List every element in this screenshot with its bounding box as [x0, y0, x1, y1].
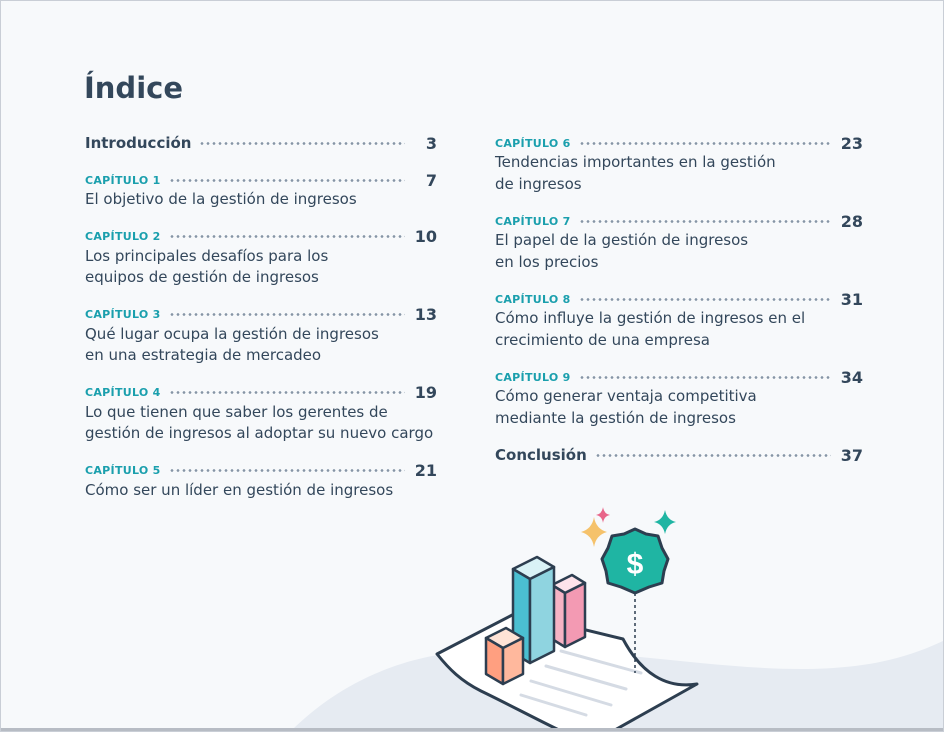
chapter-title: Qué lugar ocupa la gestión de ingresos en una estrategia de mercadeo: [85, 324, 379, 364]
sparkle-teal-icon: [654, 510, 676, 534]
chapter-label: CAPÍTULO 6: [495, 136, 571, 150]
chapter-label: CAPÍTULO 4: [85, 386, 161, 399]
chapter-title: El objetivo de la gestión de ingresos: [85, 190, 357, 208]
chapter-label: CAPÍTULO 5: [85, 464, 161, 477]
page-number: 7: [425, 170, 437, 190]
chapter-label: CAPÍTULO 2: [85, 230, 161, 243]
page-number: 19: [414, 383, 437, 402]
page-number: 34: [840, 367, 863, 387]
bar-peach: [486, 628, 523, 684]
page-number: 10: [414, 227, 437, 246]
chapter-title: Cómo generar ventaja competitiva mediante la gestión de ingresos: [495, 387, 757, 427]
chapter-title: Los principales desafíos para los equipos de gestión de ingresos: [85, 246, 329, 286]
page-number: 13: [414, 305, 437, 324]
chapter-title: Cómo influye la gestión de ingresos en el crecimiento de una empresa: [495, 309, 806, 349]
revenue-chart-illustration: [1, 1, 943, 731]
chapter-title: Lo que tienen que saber los gerentes de gestión de ingresos al adoptar su nuevo cargo: [85, 402, 434, 442]
page-number: 37: [840, 445, 863, 465]
chapter-label: CAPÍTULO 8: [495, 292, 571, 306]
bottom-border: [1, 728, 943, 731]
conclusion-label: Conclusión: [495, 446, 587, 464]
chapter-label: CAPÍTULO 3: [85, 308, 161, 321]
sparkle-pink-icon: [596, 507, 610, 523]
chapter-title: El papel de la gestión de ingresos en los precios: [495, 231, 749, 271]
page-title: Índice: [84, 71, 183, 105]
page-number: 31: [840, 289, 863, 309]
chapter-title: Tendencias importantes en la gestión de ingresos: [495, 153, 776, 193]
page-number: 3: [425, 133, 437, 153]
chapter-label: CAPÍTULO 9: [495, 370, 571, 384]
bar-pink: [552, 575, 585, 647]
introduction-label: Introducción: [85, 134, 192, 152]
chapter-title: Cómo ser un líder en gestión de ingresos: [85, 480, 394, 499]
chapter-label: CAPÍTULO 1: [85, 173, 161, 187]
chapter-label: CAPÍTULO 7: [495, 214, 571, 228]
dollar-badge-icon: [602, 529, 668, 593]
page-number: 23: [840, 133, 863, 153]
page-number: 21: [414, 461, 437, 480]
svg-text:$: $: [626, 548, 644, 581]
page-number: 28: [840, 211, 863, 231]
